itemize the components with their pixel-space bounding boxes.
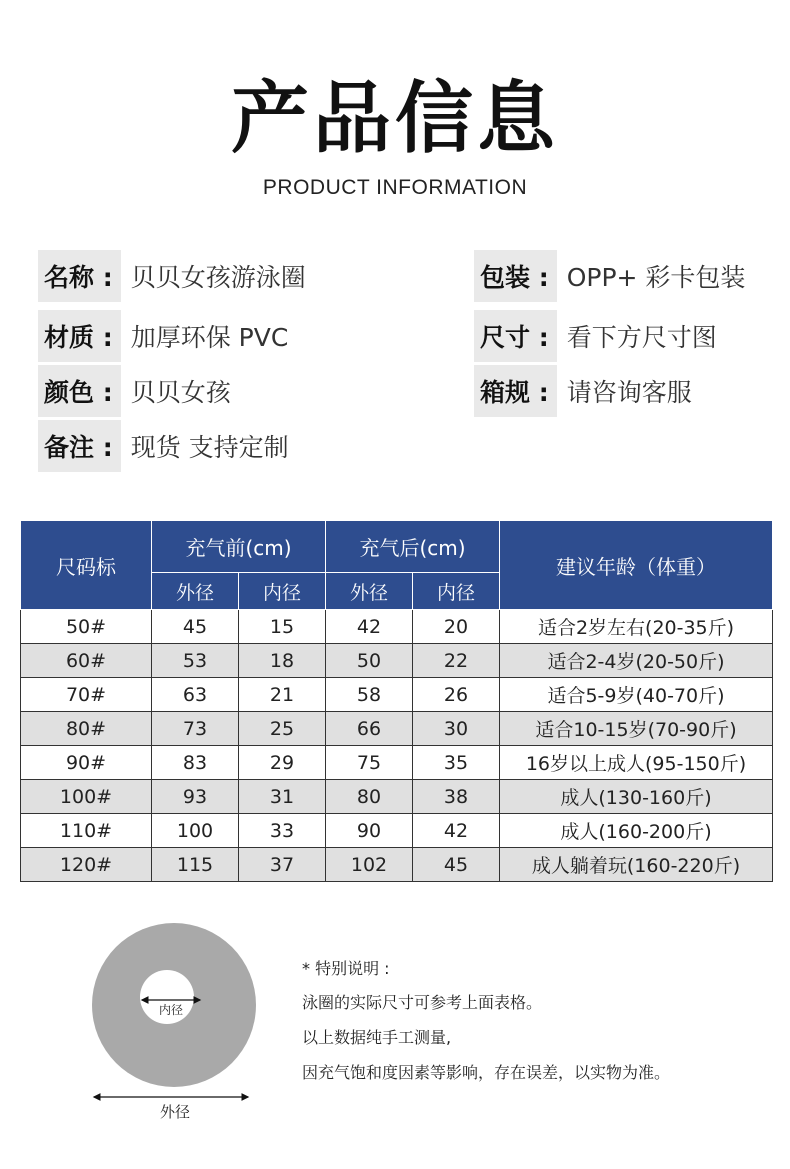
cell-before-outer: 93 [152, 780, 239, 814]
cell-before-inner: 15 [239, 610, 326, 644]
cell-before-inner: 25 [239, 712, 326, 746]
cell-before-inner: 18 [239, 644, 326, 678]
inner-diameter-label: 内径 [158, 1003, 183, 1017]
header-after-inner: 内径 [413, 573, 500, 610]
cell-before-inner: 33 [239, 814, 326, 848]
header-after-outer: 外径 [326, 573, 413, 610]
info-row-packaging [474, 250, 745, 302]
table-row [21, 610, 773, 644]
cell-after-outer: 75 [326, 746, 413, 780]
cell-after-outer: 50 [326, 644, 413, 678]
page-subtitle: PRODUCT INFORMATION [262, 176, 528, 199]
swim-ring-diagram [85, 915, 265, 1135]
info-key-remark: 备注 : [38, 420, 121, 472]
cell-after-outer: 42 [326, 610, 413, 644]
info-key-carton: 箱规 : [474, 365, 557, 417]
cell-before-outer: 100 [152, 814, 239, 848]
table-row [21, 678, 773, 712]
table-row [21, 746, 773, 780]
cell-after-inner: 38 [413, 780, 500, 814]
cell-after-outer: 80 [326, 780, 413, 814]
info-row-size [474, 310, 717, 362]
header-before-outer: 外径 [152, 573, 239, 610]
info-value-color: 贝贝女孩 [130, 378, 231, 407]
info-value-carton: 请咨询客服 [566, 378, 692, 407]
cell-after-outer: 58 [326, 678, 413, 712]
header-after-inflation: 充气后(cm) [326, 521, 500, 573]
cell-before-inner: 21 [239, 678, 326, 712]
cell-before-outer: 73 [152, 712, 239, 746]
page-title: 产品信息 [230, 74, 559, 164]
info-key-size: 尺寸 : [474, 310, 557, 362]
cell-after-outer: 66 [326, 712, 413, 746]
notes-line-1: 泳圈的实际尺寸可参考上面表格。 [302, 993, 543, 1012]
info-value-size: 看下方尺寸图 [566, 323, 717, 352]
cell-before-inner: 31 [239, 780, 326, 814]
cell-age: 适合10-15岁(70-90斤) [500, 712, 773, 746]
cell-age: 适合2岁左右(20-35斤) [500, 610, 773, 644]
cell-size: 80# [21, 712, 152, 746]
cell-age: 16岁以上成人(95-150斤) [500, 746, 773, 780]
header-size: 尺码标 [21, 521, 152, 610]
header-age: 建议年龄（体重） [500, 521, 773, 610]
cell-age: 适合2-4岁(20-50斤) [500, 644, 773, 678]
info-key-material: 材质 : [38, 310, 121, 362]
notes-heading: * 特别说明 : [302, 959, 390, 978]
table-row [21, 712, 773, 746]
cell-size: 50# [21, 610, 152, 644]
cell-before-outer: 45 [152, 610, 239, 644]
info-value-material: 加厚环保 PVC [130, 323, 289, 352]
table-row [21, 780, 773, 814]
info-row-material [38, 310, 288, 362]
notes-line-2: 以上数据纯手工测量, [302, 1028, 452, 1047]
cell-before-inner: 29 [239, 746, 326, 780]
notes-line-3: 因充气饱和度因素等影响，存在误差，以实物为准。 [302, 1063, 671, 1082]
cell-after-inner: 30 [413, 712, 500, 746]
info-key-packaging: 包装 : [474, 250, 557, 302]
cell-after-inner: 42 [413, 814, 500, 848]
cell-before-outer: 63 [152, 678, 239, 712]
cell-age: 成人躺着玩(160-220斤) [500, 848, 773, 882]
info-value-remark: 现货 支持定制 [130, 433, 289, 462]
cell-after-inner: 35 [413, 746, 500, 780]
info-row-remark [38, 420, 289, 472]
info-row-color [38, 365, 231, 417]
info-row-name [38, 250, 306, 302]
table-row [21, 814, 773, 848]
cell-size: 110# [21, 814, 152, 848]
cell-size: 60# [21, 644, 152, 678]
header-before-inflation: 充气前(cm) [152, 521, 326, 573]
size-table [20, 520, 773, 882]
cell-after-inner: 20 [413, 610, 500, 644]
table-row [21, 644, 773, 678]
cell-size: 100# [21, 780, 152, 814]
cell-after-inner: 22 [413, 644, 500, 678]
cell-size: 120# [21, 848, 152, 882]
header-before-inner: 内径 [239, 573, 326, 610]
outer-diameter-label: 外径 [159, 1103, 190, 1121]
cell-after-inner: 45 [413, 848, 500, 882]
info-value-packaging: OPP+ 彩卡包装 [566, 263, 746, 292]
cell-before-outer: 115 [152, 848, 239, 882]
cell-age: 成人(160-200斤) [500, 814, 773, 848]
cell-before-outer: 53 [152, 644, 239, 678]
cell-size: 70# [21, 678, 152, 712]
table-row [21, 848, 773, 882]
cell-size: 90# [21, 746, 152, 780]
cell-age: 适合5-9岁(40-70斤) [500, 678, 773, 712]
info-value-name: 贝贝女孩游泳圈 [130, 263, 306, 292]
cell-age: 成人(130-160斤) [500, 780, 773, 814]
cell-after-outer: 90 [326, 814, 413, 848]
cell-before-outer: 83 [152, 746, 239, 780]
cell-after-inner: 26 [413, 678, 500, 712]
info-row-carton [474, 365, 692, 417]
cell-after-outer: 102 [326, 848, 413, 882]
cell-before-inner: 37 [239, 848, 326, 882]
info-key-color: 颜色 : [38, 365, 121, 417]
info-key-name: 名称 : [38, 250, 121, 302]
